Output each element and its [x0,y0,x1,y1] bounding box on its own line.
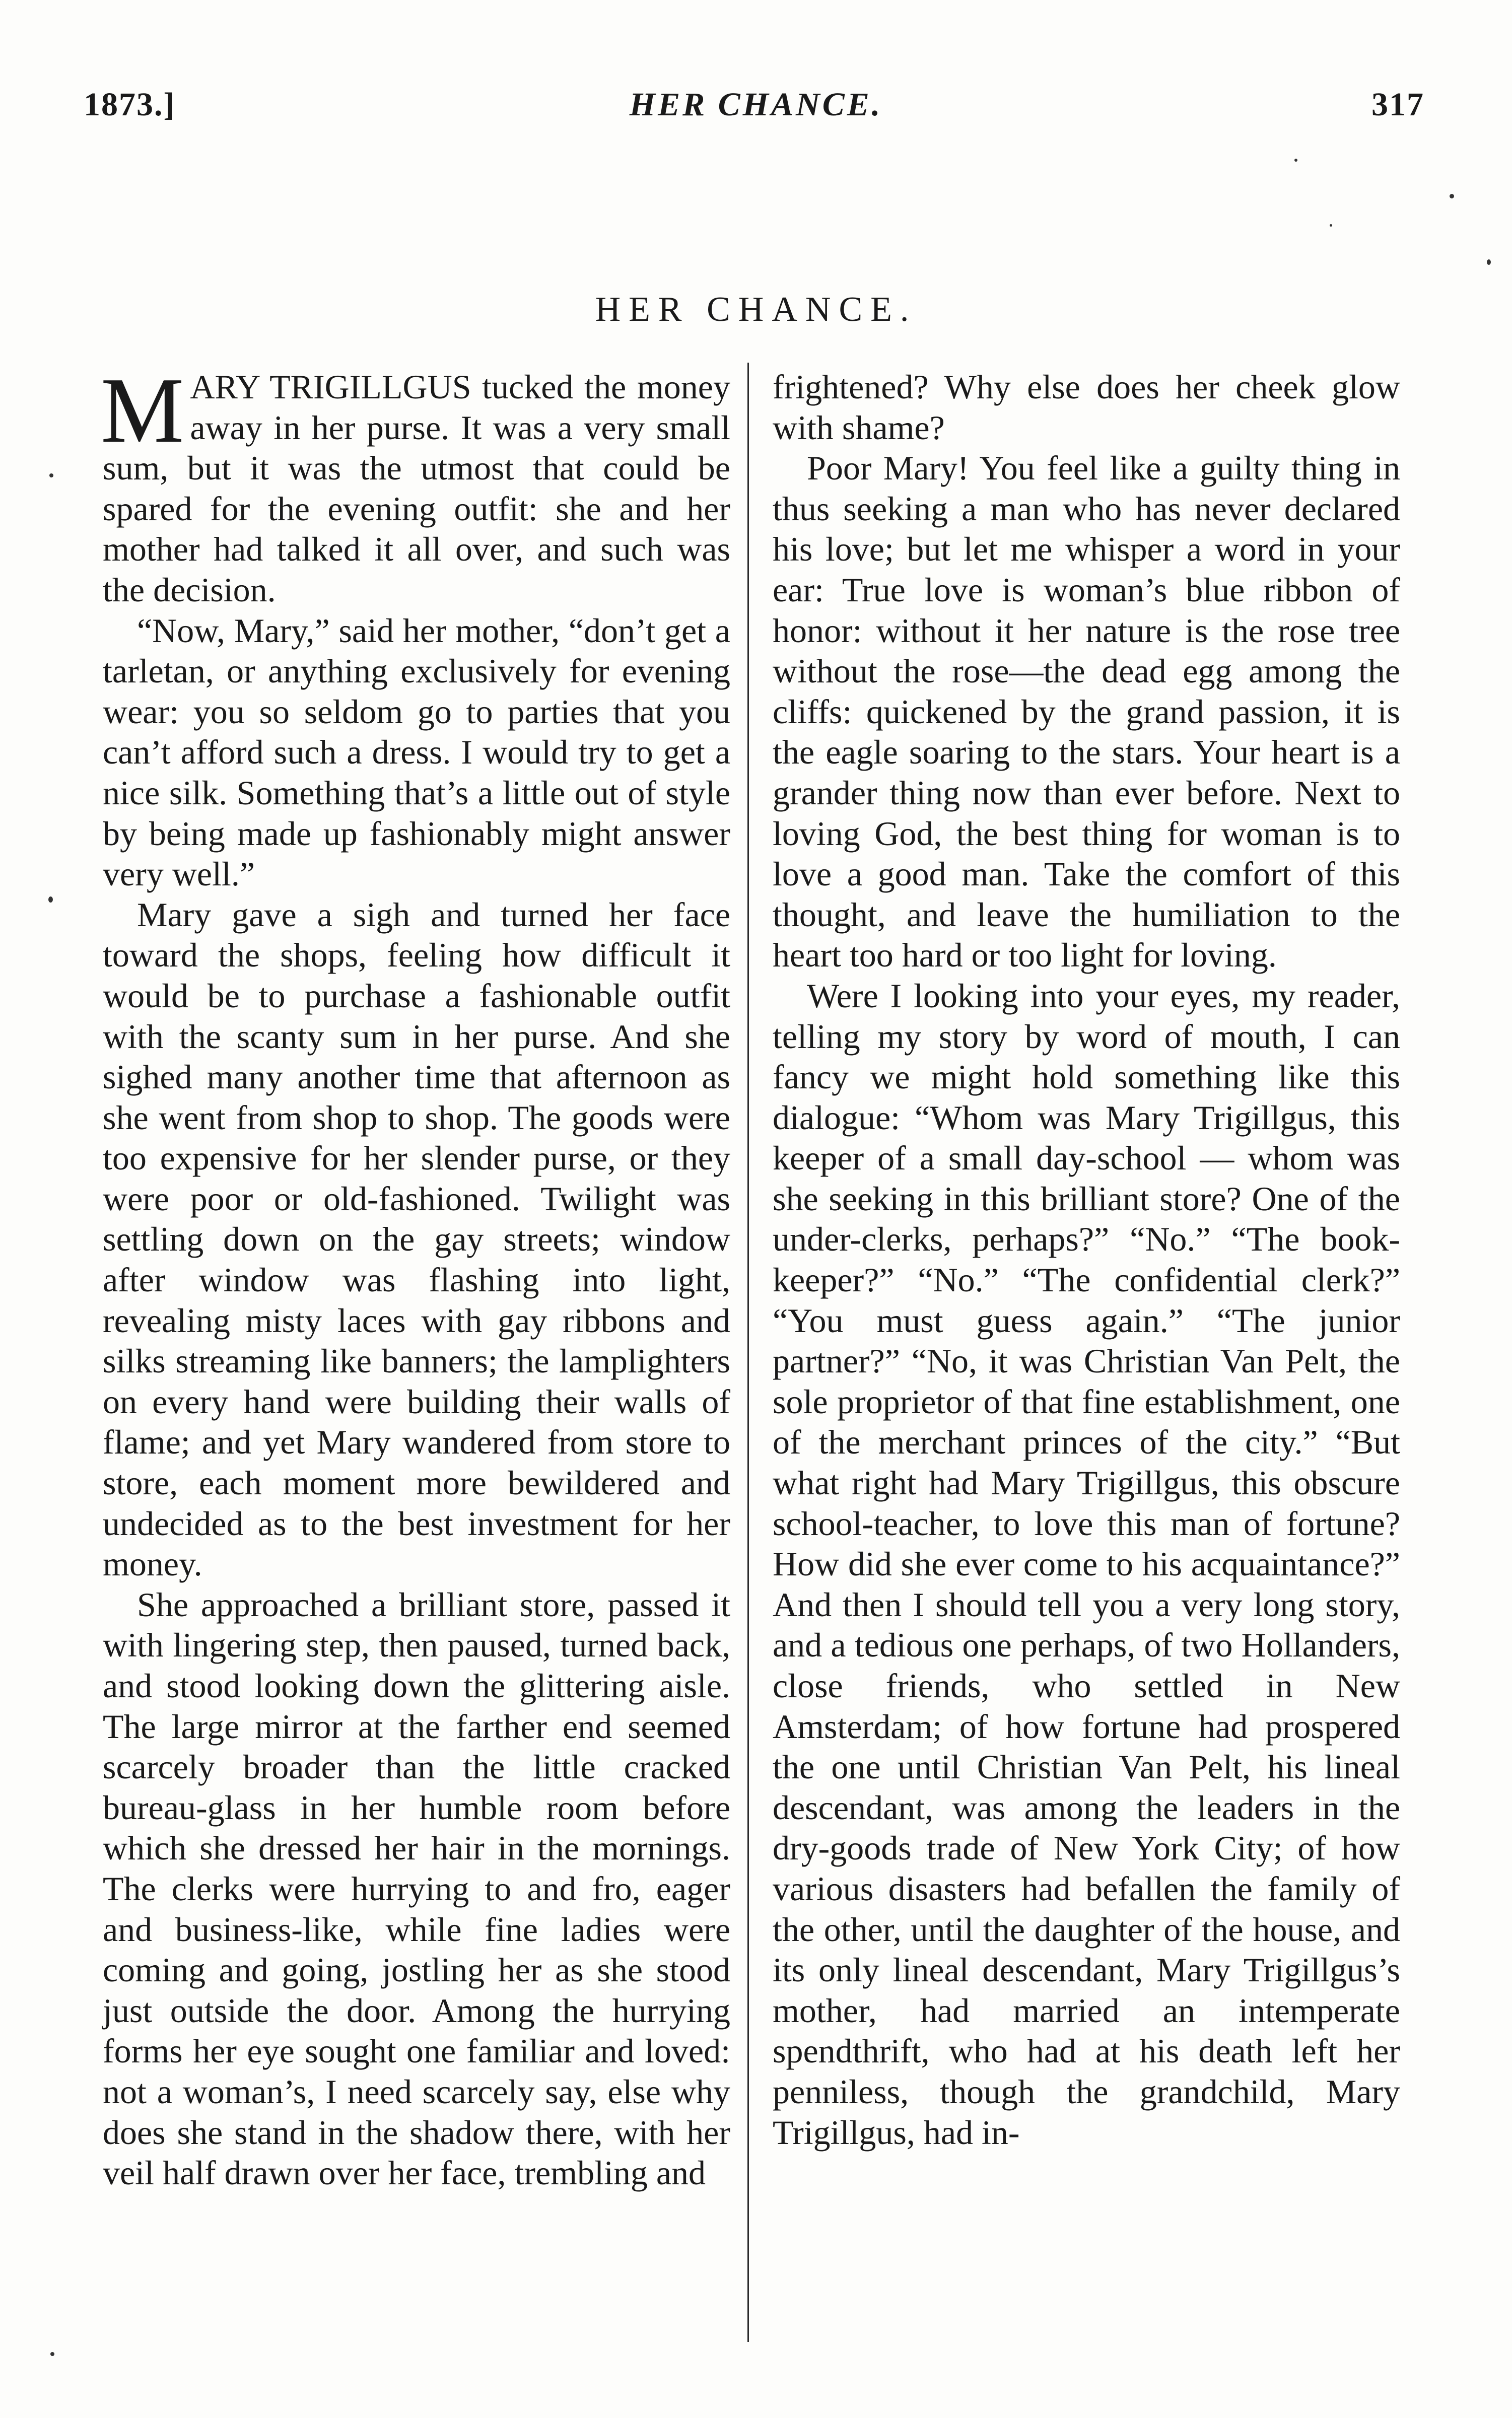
paragraph-3: Mary gave a sigh and turned her face toward the shops, feeling how difficult it would be to purchase a fashionable outfit with the scanty sum in her purse. And she sighed many another time that afternoon as she went from shop to shop. The goods were too expensive for her slender purse, or they were poor or old-fashioned. Twilight was settling down on the gay streets; window after window was flashing into light, revealing misty laces with gay ribbons and silks streaming like banners; the lamplighters on every hand were building their walls of flame; and yet Mary wandered from store to store, each moment more bewildered and undecided as to the best investment for her money. [103,895,730,1583]
scan-speck [1450,194,1454,198]
scan-speck [1330,224,1332,227]
scan-speck [1487,259,1491,265]
paragraph-4: She approached a brilliant store, passed it with lingering step, then paused, turned back, and stood looking down the glittering aisle. The large mirror at the farther end seemed scarcely broader than the little cracked bureau-glass in her humble room before which she dressed her hair in the mornings. The clerks were hurrying to and fro, eager and business-like, while fine ladies were coming and going, jostling her as she stood just outside the door. Among the hurrying forms her eye sought one familiar and loved: not a woman’s, I need scarcely say, else why does she stand in the shadow there, with her veil half drawn over her face, trembling and [103,1585,730,2192]
article-title: HER CHANCE. [595,290,917,329]
paragraph-1 [101,359,730,610]
scan-speck [50,2352,54,2356]
drop-cap: M [101,359,184,462]
right-column [773,367,1400,2351]
paragraph-5: frightened? Why else does her cheek glow with shame? [773,368,1400,447]
running-head [0,86,1512,131]
scan-speck [48,896,53,903]
column-divider [747,363,749,2342]
scan-speck [1294,159,1297,162]
left-column [101,359,730,2351]
running-head-title: HER CHANCE. [629,86,883,123]
running-head-year: 1873.] [84,86,176,123]
page-number: 317 [1371,86,1424,123]
paragraph-1-text: ARY TRIGILLGUS tucked the money away in her purse. It was a very small sum, but it was the utmost that could be spared for the evening outfit: she and her mother had talked it all over, and such was the decision. [103,368,730,609]
paragraph-2: “Now, Mary,” said her mother, “don’t get a tarletan, or anything exclusively for evening wear: you so seldom go to parties that you can’t afford such a dress. I would try to get a nice silk. Something that’s a little out of style by being made up fashionably might answer very well.” [103,611,730,893]
scan-speck [49,473,53,477]
paragraph-6: Poor Mary! You feel like a guilty thing in thus seeking a man who has never declared his love; but let me whisper a word in your ear: True love is woman’s blue ribbon of honor: without it her nature is the rose tree without the rose—the dead egg among the cliffs: quickened by the grand passion, it is the eagle soaring to the stars. Your heart is a grander thing now than ever before. Next to loving God, the best thing for woman is to love a good man. Take the comfort of this thought, and leave the humiliation to the heart too hard or too light for loving. [773,449,1400,975]
paragraph-7: Were I looking into your eyes, my reader, telling my story by word of mouth, I can fancy we might hold something like this dialogue: “Whom was Mary Trigillgus, this keeper of a small day-school — whom was she seeking in this brilliant store? One of the under-clerks, perhaps?” “No.” “The book-keeper?” “No.” “The confidential clerk?” “You must guess again.” “The junior partner?” “No, it was Christian Van Pelt, the sole proprietor of that fine establishment, one of the merchant princes of the city.” “But what right had Mary Trigillgus, this obscure school-teacher, to love this man of fortune? How did she ever come to his acquaintance?” And then I should tell you a very long story, and a tedious one perhaps, of two Hollanders, close friends, who settled in New Amsterdam; of how fortune had prospered the one until Christian Van Pelt, his lineal descendant, was among the leaders in the dry-goods trade of New York City; of how various disasters had befallen the family of the other, until the daughter of the house, and its only lineal descendant, Mary Trigillgus’s mother, had married an intemperate spendthrift, who had at his death left her penniless, though the grandchild, Mary Trigillgus, had in- [773,976,1400,2152]
